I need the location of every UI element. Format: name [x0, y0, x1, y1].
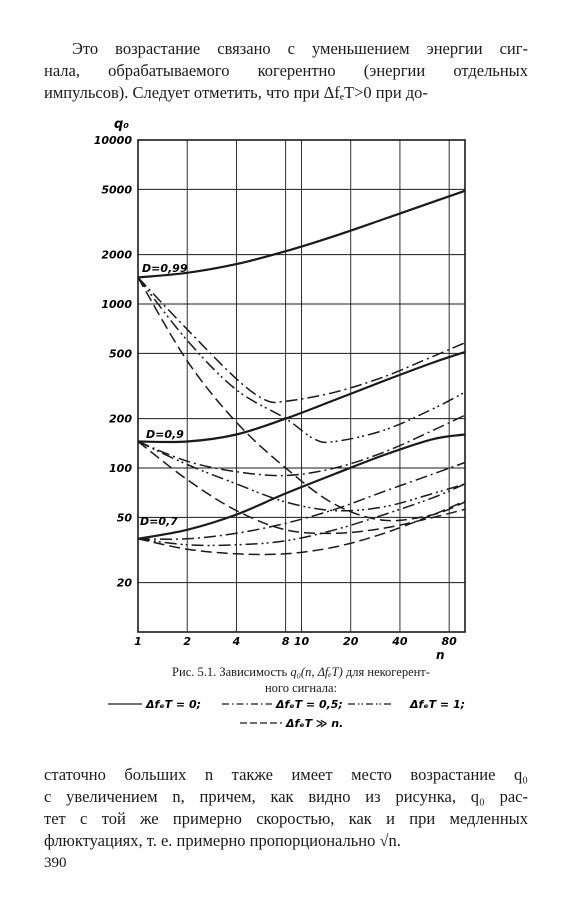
legend-label-solid: ΔfₑT = 0; [146, 698, 201, 711]
x-tick-label: 4 [232, 635, 241, 648]
x-tick-label: 20 [343, 635, 359, 648]
legend-label-dashed: ΔfₑT ≫ n. [286, 717, 344, 730]
legend-label-dashdot: ΔfₑT = 0,5; [276, 698, 343, 711]
y-axis-label: q₀ [114, 117, 129, 132]
caption-prefix: Рис. 5.1. Зависимость [172, 665, 291, 679]
text-line: флюктуациях, т. е. примерно пропорционально √n. [44, 831, 401, 850]
caption-formula: q₀(n, ΔfₑT) [290, 665, 343, 679]
y-tick-label: 200 [109, 412, 132, 426]
y-tick-label: 50 [116, 511, 132, 525]
text-line: импульсов). Следует отметить, что при ΔfₑT>0 при до- [44, 83, 428, 102]
curve-label: D=0,9 [146, 428, 184, 441]
text-line: Это возрастание связано с уменьшением энергии сиг- [72, 39, 528, 58]
legend-label-dashdotdot: ΔfₑT = 1; [410, 698, 465, 711]
chart-ticks [94, 117, 457, 660]
x-tick-label: 40 [392, 635, 408, 648]
chart-labels [140, 262, 188, 528]
y-tick-label: 10000 [93, 134, 132, 147]
x-tick-label: 2 [183, 635, 192, 648]
page-number: 390 [44, 855, 67, 871]
y-tick-label: 500 [109, 347, 132, 361]
y-tick-label: 100 [109, 462, 132, 475]
caption-title [96, 664, 506, 680]
x-tick-label: 8 [281, 635, 290, 648]
x-tick-label: 1 [134, 635, 142, 648]
y-tick-label: 20 [116, 576, 132, 590]
text-line: статочно больших n также имеет место возрастание q₀ [44, 765, 528, 784]
chart-grid [138, 140, 465, 632]
curve-label: D=0,99 [142, 262, 188, 275]
x-axis-label: n [436, 648, 445, 660]
caption-legend [106, 696, 506, 730]
y-tick-label: 5000 [101, 183, 132, 197]
caption-suffix: для некогерент- [342, 665, 430, 679]
curve-label: D=0,7 [140, 515, 178, 528]
figure-caption [96, 664, 506, 696]
text-line: нала, обрабатываемого когерентно (энергии отдельных [44, 61, 528, 80]
y-tick-label: 1000 [101, 298, 132, 311]
x-tick-label: 80 [441, 635, 457, 648]
x-tick-label: 10 [293, 635, 310, 648]
text-line: тет с той же примерно скоростью, как и при медленных [44, 809, 528, 828]
text-line: с увеличением n, причем, как видно из рисунка, q₀ рас- [44, 787, 528, 806]
y-tick-label: 2000 [101, 248, 132, 262]
paragraph-bottom [44, 764, 528, 852]
caption-title-line2: ного сигнала: [264, 681, 338, 695]
